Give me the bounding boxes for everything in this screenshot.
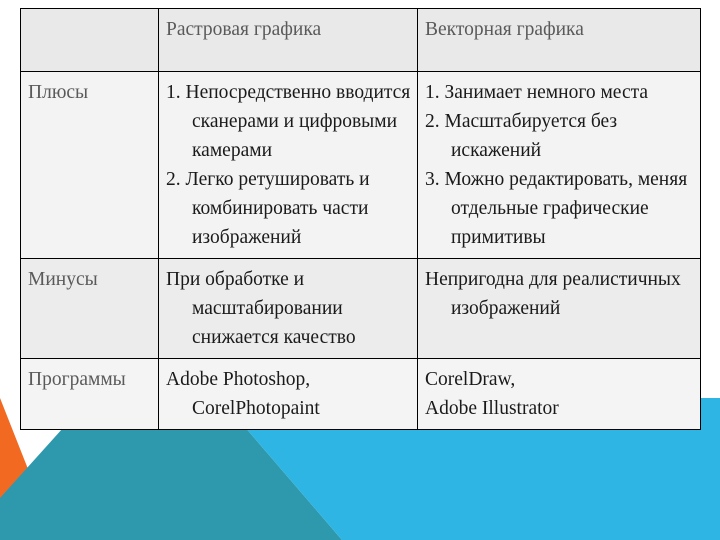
header-raster: Растровая графика (159, 9, 418, 72)
list-item: При обработке и масштабировании снижается качество (166, 269, 356, 348)
programs-raster-cell (159, 359, 418, 430)
comparison-table (20, 8, 701, 430)
row-label-cons: Минусы (21, 259, 159, 359)
table-row-pros (21, 72, 701, 259)
pros-raster-cell (159, 72, 418, 259)
row-label-programs: Программы (21, 359, 159, 430)
pros-vector-cell (418, 72, 701, 259)
list-item: Adobe Photoshop, CorelPhotopaint (166, 369, 320, 419)
cons-vector-cell (418, 259, 701, 359)
list-item: 1. Занимает немного места (425, 82, 649, 103)
cons-raster-cell (159, 259, 418, 359)
list-item: 2. Масштабируется без искажений (425, 111, 618, 161)
table-row-cons (21, 259, 701, 359)
list-item: CorelDraw, (425, 369, 516, 390)
row-label-pros: Плюсы (21, 72, 159, 259)
header-row (21, 9, 701, 72)
programs-vector-cell (418, 359, 701, 430)
list-item: Adobe Illustrator (425, 398, 559, 419)
list-item: 2. Легко ретушировать и комбинировать части изображений (166, 169, 370, 248)
list-item: Непригодна для реалистичных изображений (425, 269, 681, 319)
table-row-programs (21, 359, 701, 430)
header-empty-cell (21, 9, 159, 72)
list-item: 1. Непосредственно вводится сканерами и цифровыми камерами (166, 82, 411, 161)
list-item: 3. Можно редактировать, меняя отдельные графические примитивы (425, 169, 688, 248)
header-vector: Векторная графика (418, 9, 701, 72)
